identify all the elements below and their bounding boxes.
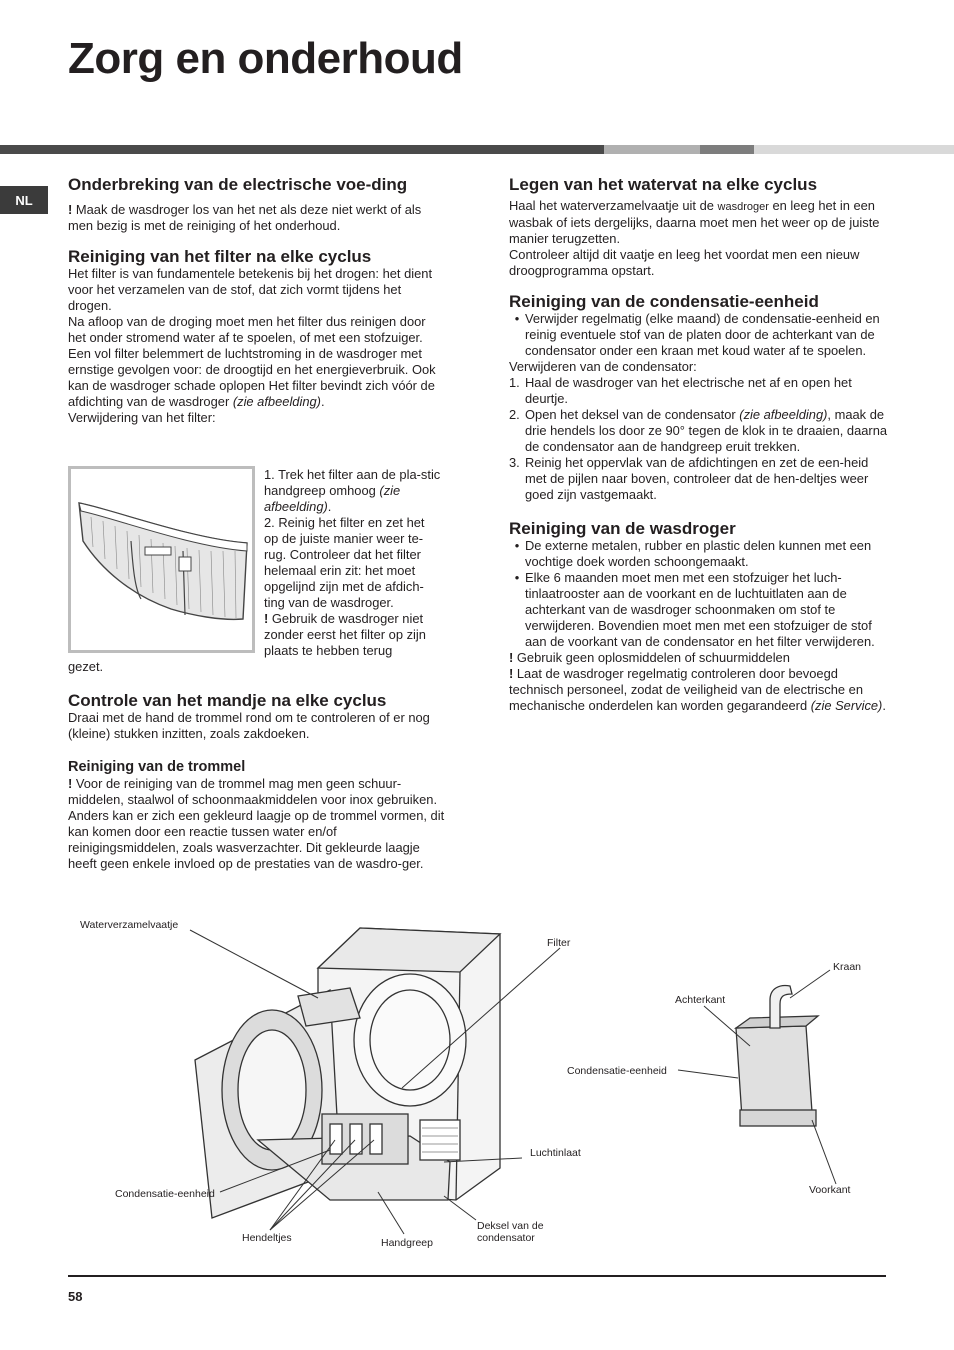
condenser-standalone-icon: [736, 1026, 812, 1118]
water-tank-check: Controleer altijd dit vaatje en leeg het voordat men een nieuw droogprogramma opstart.: [509, 247, 860, 278]
filter-warning-end: gezet.: [68, 659, 104, 674]
heading-power-interruption: Onderbreking van de electrische voe-ding: [68, 175, 408, 194]
filter-warning: ! Gebruik de wasdroger niet zonder eerst het filter op zijn plaats te hebben terug: [264, 611, 426, 658]
drum-check-text: Draai met de hand de trommel rond om te controleren of er nog (kleine) stukken inzitten, zoals zakdoeken.: [68, 710, 430, 741]
label-lid: Deksel van de condensator: [477, 1220, 544, 1244]
power-warning: ! Maak de wasdroger los van het net als deze niet werkt of als men bezig is met de reiniging of het onderhoud.: [68, 202, 422, 233]
condenser-step-3: 3. Reinig het oppervlak van de afdichtingen en zet de een-heid met de pijlen naar boven, controleer dat de hen-deltjes weer goed zijn vastgemaakt.: [509, 455, 869, 502]
filter-illustration: [68, 466, 255, 653]
label-back: Achterkant: [675, 994, 726, 1006]
dryer-bullet-2: • Elke 6 maanden moet men met een stofzuiger het luch-tinlaatrooster aan de voorkant en de luchtuitlaten aan de achterkant van de wasdroger schoonmaken om stof te verwijderen. Bovendien moet men met een stofzuiger de stof aan de voorkant van de condensator en het filter verwijderen.: [514, 570, 875, 649]
label-levers: Hendeltjes: [242, 1232, 292, 1244]
drum-icon: [354, 974, 466, 1106]
footer-rule: [68, 1275, 886, 1277]
condenser-step-2: 2. Open het deksel van de condensator (zie afbeelding), maak de drie hendels los door ze 90° tegen de klok in te draaien, daarna de condensator aan de handgreep eruit trekken.: [509, 407, 888, 454]
filter-step-1: 1. Trek het filter aan de pla-stic handgreep omhoog (zie afbeelding).: [264, 467, 441, 514]
filter-icon: [71, 469, 252, 650]
heading-dryer-cleaning: Reiniging van de wasdroger: [509, 519, 736, 538]
condenser-removal-heading: Verwijderen van de condensator:: [509, 359, 697, 374]
heading-water-tank: Legen van het watervat na elke cyclus: [509, 175, 818, 194]
heading-filter-cleaning: Reiniging van het filter na elke cyclus: [68, 247, 372, 266]
label-front: Voorkant: [809, 1184, 851, 1196]
drum-warning: ! Voor de reiniging van de trommel mag men geen schuur-middelen, staalwol of schoonmaakmiddelen voor inox gebruiken.: [68, 776, 438, 807]
heading-drum-check: Controle van het mandje na elke cyclus: [68, 691, 387, 710]
label-tap: Kraan: [833, 961, 862, 973]
header-bar-mid: [604, 145, 700, 154]
condenser-step-1: 1. Haal de wasdroger van het electrische net af en open het deurtje.: [509, 375, 852, 406]
language-tab: NL: [0, 186, 48, 214]
header-bar-accent: [700, 145, 754, 154]
header-bar-light: [754, 145, 954, 154]
label-condenser-right: Condensatie-eenheid: [567, 1065, 667, 1077]
heading-condenser-cleaning: Reiniging van de condensatie-eenheid: [509, 292, 819, 311]
left-column-lower: [68, 692, 446, 872]
dryer-diagram: [0, 900, 954, 1260]
dryer-bullet-1: • De externe metalen, rubber en plastic delen kunnen met een vochtige doek worden schoongemaakt.: [514, 538, 872, 569]
header-bar-dark: [0, 145, 604, 154]
label-handle: Handgreep: [381, 1237, 433, 1249]
page-title: Zorg en onderhoud: [68, 34, 463, 83]
air-inlet-icon: [420, 1120, 460, 1160]
filter-intro: Het filter is van fundamentele betekenis bij het drogen: het dient voor het verzamelen van de stof, dat zich vormt tijdens het drogen.: [68, 266, 433, 313]
right-column: [509, 176, 889, 714]
label-filter: Filter: [547, 937, 571, 949]
filter-instructions: Na afloop van de droging moet men het filter dus reinigen door het onder stromend water af te spoelen, of met een stofzuiger. Een vol filter belemmert de luchtstroming in de wasdroger met ernstige gevolgen voor: de droogtijd en het energieverbruik. Ook kan de wasdroger schade oplopen Het filter bevindt zich vóór de afdichting van de wasdroger (zie afbeelding).: [68, 314, 436, 409]
dryer-warning-2: ! Laat de wasdroger regelmatig controleren door bevoegd technisch personeel, zodat de veiligheid van de electrische en mechanische onderdelen kan worden gegarandeerd (zie Service).: [509, 666, 886, 713]
dryer-warning-1: ! Gebruik geen oplosmiddelen of schuurmiddelen: [509, 650, 790, 665]
filter-removal-heading: Verwijdering van het filter:: [68, 410, 216, 425]
left-column: [68, 176, 446, 426]
drum-cleaning-text: Anders kan er zich een gekleurd laagje op de trommel vormen, dit kan komen door een reactie tussen water en/of reinigingsmiddelen, zoals wasverzachter. Dit gekleurde laagje heeft geen enkele invloed op de prestaties van de wasdro-ger.: [68, 808, 445, 871]
warning-mark: !: [68, 202, 73, 217]
label-air-inlet: Luchtinlaat: [530, 1147, 581, 1159]
label-condenser-left: Condensatie-eenheid: [115, 1188, 215, 1200]
filter-step-2: 2. Reinig het filter en zet het op de juiste manier weer te-rug. Controleer dat het filter helemaal erin zit: het moet opgelijnd zijn met de afdich-ting van de wasdroger.: [264, 515, 425, 610]
label-water-tank: Waterverzamelvaatje: [80, 919, 179, 931]
water-tank-text: Haal het waterverzamelvaatje uit de wasdroger en leeg het in een wasbak of iets dergelijks, daarna moet men het weer op de juiste manier terugzetten.: [509, 198, 880, 246]
heading-drum-cleaning: Reiniging van de trommel: [68, 759, 246, 775]
page-number: 58: [68, 1289, 83, 1304]
filter-steps: [264, 467, 442, 659]
condenser-bullet: • Verwijder regelmatig (elke maand) de condensatie-eenheid en reinig eventuele stof van de platen door de achterkant van de condensator onder een kraan met koud water af te spoelen.: [514, 311, 880, 358]
